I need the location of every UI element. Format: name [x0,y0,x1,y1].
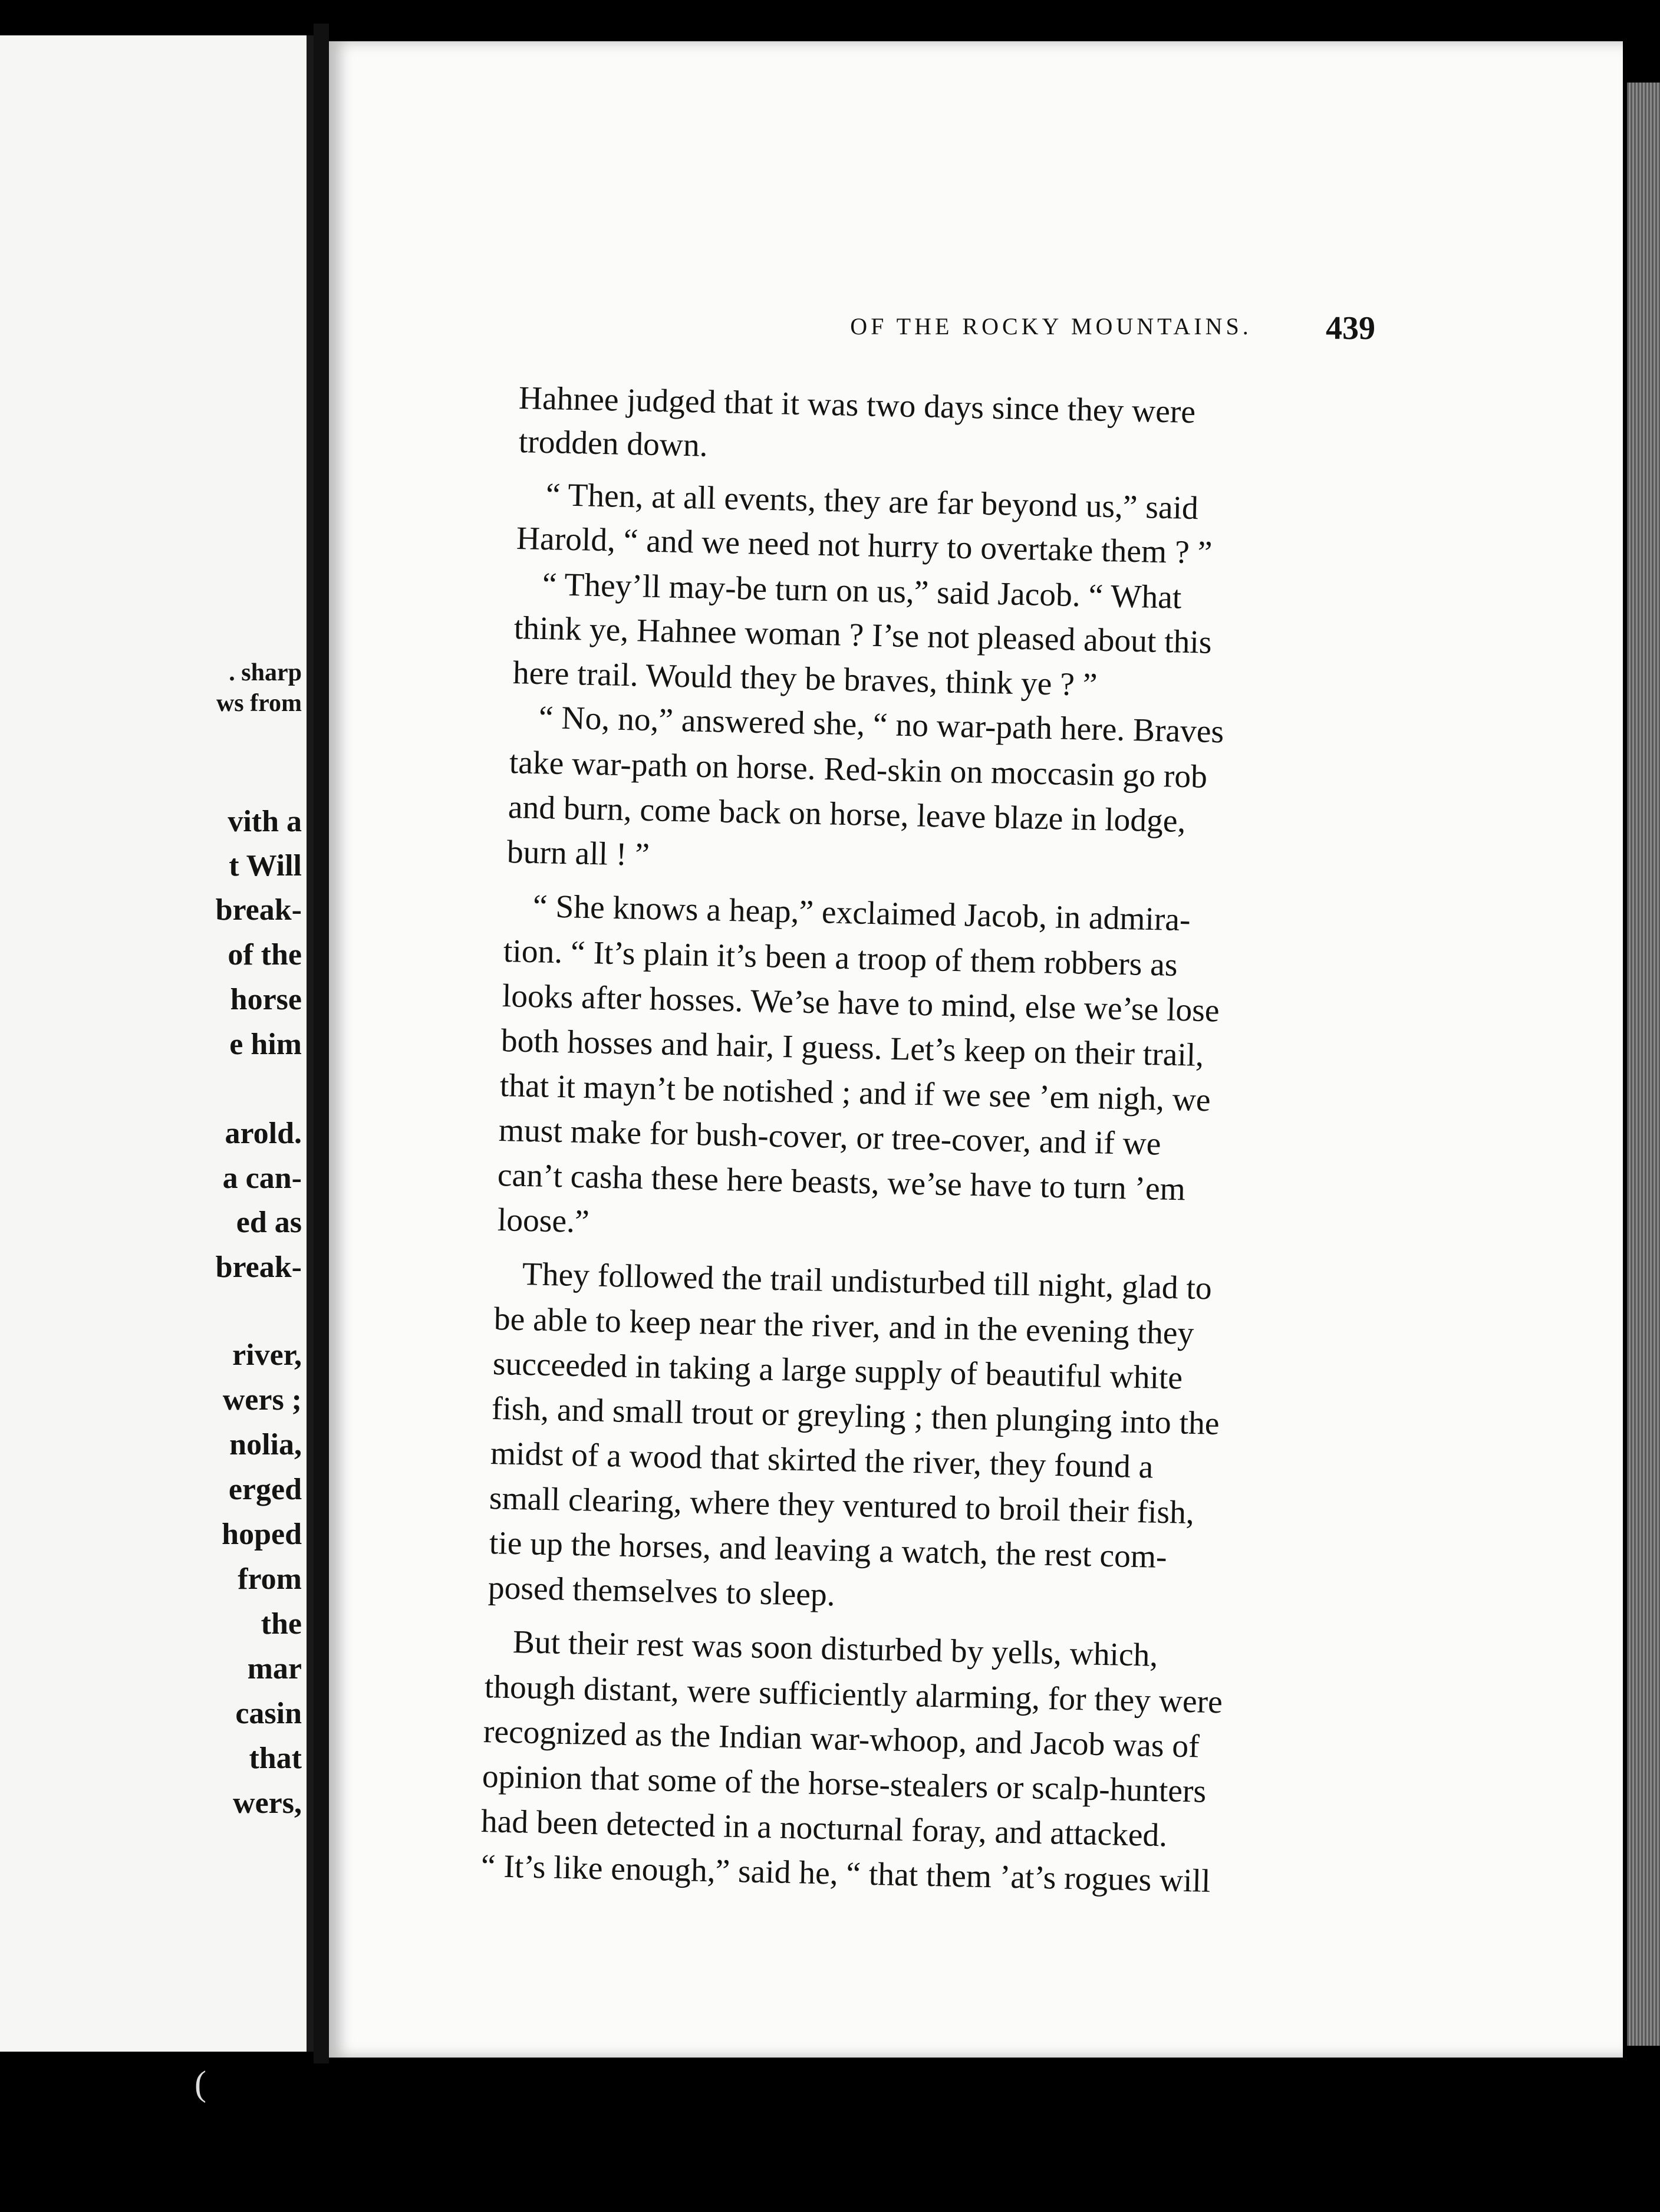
text-line: must make for bush-cover, or tree-cover, and if we [498,1112,1162,1163]
text-line: “ She knows a heap,” exclaimed Jacob, in admira- [532,888,1191,939]
text-line: that it mayn’t be notished ; and if we see ’em nigh, we [499,1068,1211,1119]
book-gutter [314,24,329,2063]
facing-page-line: arold. [225,1117,302,1150]
text-line: recognized as the Indian war-whoop, and Jacob was of [483,1714,1200,1765]
text-line: think ye, Hahnee woman ? I’se not pleased about this [513,610,1213,661]
text-line: “ Then, at all events, they are far beyond us,” said [545,477,1199,527]
text-line: be able to keep near the river, and in the evening they [493,1301,1194,1352]
facing-page-line: wers ; [222,1383,302,1417]
text-line: can’t casha these here beasts, we’se have to turn ’em [497,1157,1186,1208]
text-line: small clearing, where they ventured to broil their fish, [489,1480,1195,1532]
text-line: tie up the horses, and leaving a watch, the rest com- [489,1525,1168,1576]
book-page [329,41,1623,2058]
running-head: OF THE ROCKY MOUNTAINS. [850,313,1252,340]
text-line: But their rest was soon disturbed by yells, which, [512,1624,1158,1674]
facing-page-line: vith a [228,805,302,838]
text-line: posed themselves to sleep. [488,1570,836,1614]
facing-page-line: mar [247,1652,302,1686]
facing-page-line: from [238,1562,302,1596]
scan-artifact-mark: ( [195,2064,206,2103]
facing-page-line: the [261,1607,302,1641]
facing-page-line: a can- [222,1161,302,1195]
text-line: Hahnee judged that it was two days since they were [518,380,1196,431]
text-line: had been detected in a nocturnal foray, and attacked. [480,1803,1168,1854]
text-line: here trail. Would they be braves, think ye ? ” [512,655,1098,703]
facing-page-fragment [0,35,314,2052]
text-line: “ They’ll may-be turn on us,” said Jacob. “ What [542,567,1182,616]
text-line: and burn, come back on horse, leave blaze in lodge, [508,789,1187,840]
text-line: trodden down. [518,424,709,464]
text-line: take war-path on horse. Red-skin on moccasin go rob [509,745,1208,795]
text-line: looks after hosses. We’se have to mind, else we’se lose [502,978,1220,1029]
text-line: burn all ! ” [506,834,650,874]
facing-page-line: break- [215,893,302,927]
text-line: fish, and small trout or greyling ; then plunging into the [491,1391,1220,1442]
text-line: They followed the trail undisturbed till night, glad to [522,1256,1213,1307]
text-line: though distant, were sufficiently alarming, for they were [484,1669,1223,1721]
facing-page-line: t Will [229,849,302,883]
text-line: loose.” [497,1202,590,1240]
facing-page-line: nolia, [229,1428,302,1462]
facing-page-line: break- [215,1250,302,1284]
facing-page-line: that [249,1742,302,1775]
text-line: both hosses and hair, I guess. Let’s keep on their trail, [500,1023,1204,1074]
facing-page-line: hoped [222,1518,302,1551]
text-line: “ No, no,” answered she, “ no war-path here. Braves [538,700,1224,750]
text-line: opinion that some of the horse-stealers or scalp-hunters [482,1759,1207,1810]
text-line: “ It’s like enough,” said he, “ that them ’at’s rogues will [480,1848,1211,1900]
facing-page-line: river, [232,1338,302,1372]
facing-page-line: e him [229,1028,302,1061]
page-number: 439 [1326,310,1375,347]
facing-page-line: ed as [236,1206,302,1239]
text-line: tion. “ It’s plain it’s been a troop of them robbers as [503,933,1178,983]
text-line: midst of a wood that skirted the river, they found a [490,1436,1154,1486]
text-line: succeeded in taking a large supply of beautiful white [492,1346,1183,1397]
facing-page-line: casin [235,1697,302,1730]
facing-page-line: horse [230,983,302,1016]
facing-page-line: . sharp [229,659,302,686]
facing-page-line: wers, [233,1786,302,1820]
page-edge-stack [1627,83,1660,2046]
facing-page-line: ws from [216,690,302,717]
facing-page-line: of the [228,938,302,972]
text-line: Harold, “ and we need not hurry to overtake them ? ” [516,521,1213,571]
facing-page-line: erged [228,1473,302,1506]
